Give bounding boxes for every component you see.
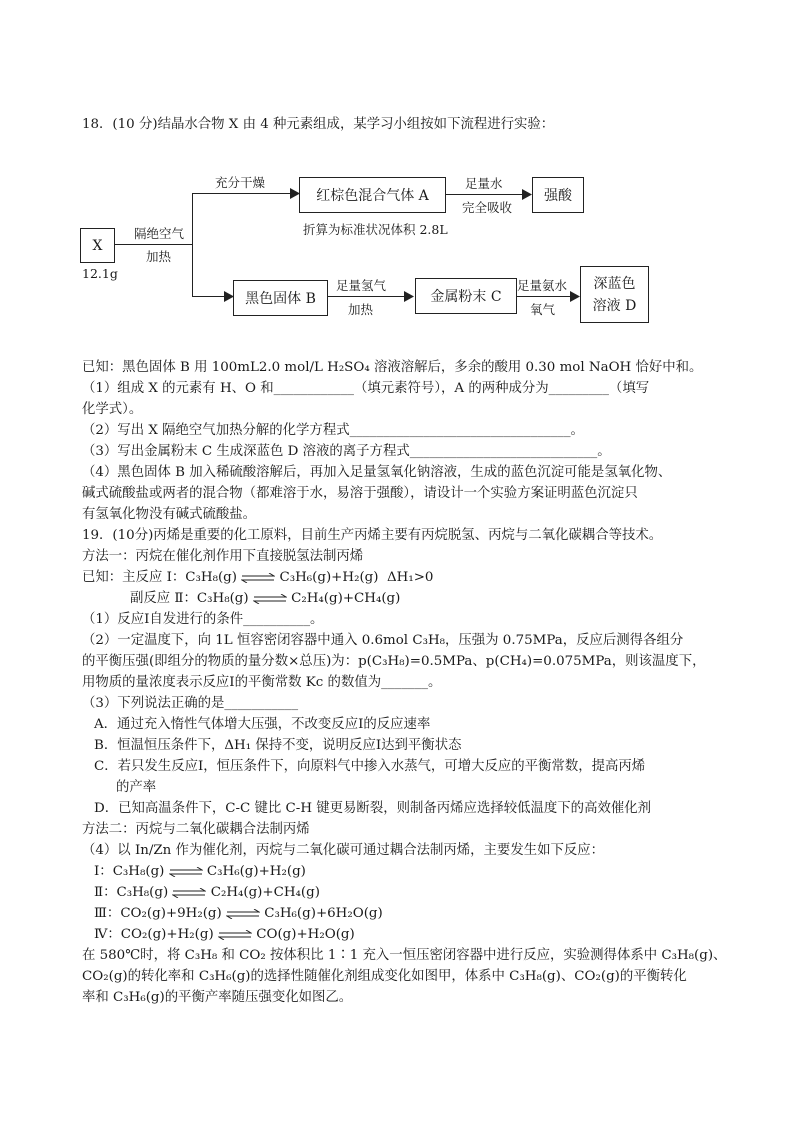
equilibrium-arrow-icon <box>253 594 287 604</box>
q19-part2-line1: （2）一定温度下，向 1L 恒容密闭容器中通入 0.6mol C₃H₈，压强为 0.75MPa，反应后测得各组分 <box>82 633 684 648</box>
q19-part3: （3）下列说法正确的是___________ <box>82 696 299 711</box>
water-label-2: 完全吸收 <box>462 200 513 215</box>
equilibrium-arrow-icon <box>169 867 203 877</box>
option-c-line1: C．若只发生反应Ⅰ，恒压条件下，向原料气中掺入水蒸气，可增大反应的平衡常数，提高丙烯 <box>94 759 646 774</box>
h2-label-2: 加热 <box>348 302 374 317</box>
r1-left: C₃H₈(g) <box>112 864 165 879</box>
q18-part1-line2: 化学式）。 <box>82 402 143 417</box>
connector-x <box>114 244 193 245</box>
equilibrium-arrow-icon <box>241 573 275 583</box>
gas-volume-note: 折算为标准状况体积 2.8L <box>303 222 448 237</box>
solution-d-line-1: 深蓝色 <box>593 275 636 292</box>
cond-left-1: 隔绝空气 <box>134 226 185 241</box>
r2-right: C₂H₄(g)+CH₄(g) <box>210 885 320 900</box>
q18-part3: （3）写出金属粉末 C 生成深蓝色 D 溶液的离子方程式____________________________。 <box>82 444 611 459</box>
box-gas-a: 红棕色混合气体 A <box>299 177 446 213</box>
water-label-1: 足量水 <box>465 176 503 191</box>
side-left: C₃H₈(g) <box>196 591 249 606</box>
box-strong-acid: 强酸 <box>532 177 584 213</box>
nh3-label-1: 足量氨水 <box>517 278 568 293</box>
r1-right: C₃H₆(g)+H₂(g) <box>206 864 306 879</box>
r1-label: Ⅰ： <box>94 864 113 879</box>
h2-label-1: 足量氢气 <box>336 278 387 293</box>
r2-left: C₃H₈(g) <box>116 885 169 900</box>
option-d: D．已知高温条件下，C-C 键比 C-H 键更易断裂，则制备丙烯应选择较低温度下的高效催化剂 <box>94 801 652 816</box>
main-right: C₃H₆(g)+H₂(g) <box>279 570 379 585</box>
option-b: B．恒温恒压条件下，ΔH₁ 保持不变，说明反应Ⅰ达到平衡状态 <box>94 738 462 753</box>
box-metal-c: 金属粉末 C <box>415 278 517 314</box>
q18-part4-line3: 有氢氧化物没有碱式硫酸盐。 <box>82 507 257 522</box>
q19-paragraph-line3: 率和 C₃H₆(g)的平衡产率随压强变化如图乙。 <box>82 990 353 1005</box>
q18-part4-line2: 碱式硫酸盐或两者的混合物（都难溶于水，易溶于强酸），请设计一个实验方案证明蓝色沉淀只 <box>82 486 638 501</box>
q19-side-reaction <box>130 588 400 609</box>
arrow-nh3-line <box>516 296 573 297</box>
q19-part2-line2: 的平衡压强(即组分的物质的量分数×总压)为：p(C₃H₈)=0.5MPa、p(CH₄)=0.075MPa，则该温度下， <box>82 654 706 669</box>
q18-part1-line1: （1）组成 X 的元素有 H、O 和____________（填元素符号），A 的两种成分为_________（填写 <box>82 381 650 396</box>
reaction-3 <box>94 903 383 924</box>
equilibrium-arrow-icon <box>218 930 252 940</box>
q19-method1: 方法一：丙烷在催化剂作用下直接脱氢法制丙烯 <box>82 549 364 564</box>
q19-part4: （4）以 In/Zn 作为催化剂，丙烷与二氧化碳可通过耦合法制丙烯，主要发生如下反应： <box>82 843 605 858</box>
arrow-nh3-head <box>570 291 580 302</box>
q18-title: 18．(10 分)结晶水合物 X 由 4 种元素组成，某学习小组按如下流程进行实验： <box>82 117 555 132</box>
main-dh: ΔH₁>0 <box>386 570 434 585</box>
reaction-4 <box>94 924 355 945</box>
r2-label: Ⅱ： <box>94 885 117 900</box>
r4-left: CO₂(g)+H₂(g) <box>120 927 214 942</box>
arrow-bottom-line <box>192 296 228 297</box>
q18-part2: （2）写出 X 隔绝空气加热分解的化学方程式_________________________________。 <box>82 423 584 438</box>
nh3-label-2: 氧气 <box>530 302 556 317</box>
box-black-solid-b: 黑色固体 B <box>233 280 328 316</box>
q19-method2: 方法二：丙烷与二氧化碳耦合法制丙烯 <box>82 822 310 837</box>
r3-label: Ⅲ： <box>94 906 121 921</box>
arrow-water-line <box>445 194 525 195</box>
r4-right: CO(g)+H₂O(g) <box>256 927 355 942</box>
solution-d-line-2: 溶液 D <box>592 297 637 314</box>
box-solution-d <box>580 266 649 323</box>
x-mass-label: 12.1g <box>82 266 118 281</box>
reaction-2 <box>94 882 320 903</box>
q18-part4-line1: （4）黑色固体 B 加入稀硫酸溶解后，再加入足量氢氧化钠溶液，生成的蓝色沉淀可能是氢氧化物、 <box>82 465 672 480</box>
q18-known: 已知：黑色固体 B 用 100mL2.0 mol/L H₂SO₄ 溶液溶解后，多余的酸用 0.30 mol NaOH 恰好中和。 <box>82 360 703 375</box>
box-x: X <box>80 228 115 263</box>
equilibrium-arrow-icon <box>172 888 206 898</box>
arrow-h2-head <box>404 291 414 302</box>
equilibrium-arrow-icon <box>226 909 260 919</box>
option-a: A．通过充入惰性气体增大压强，不改变反应Ⅰ的反应速率 <box>94 717 431 732</box>
side-right: C₂H₄(g)+CH₄(g) <box>291 591 401 606</box>
cond-top: 充分干燥 <box>215 175 266 190</box>
vertical-branch <box>192 193 193 297</box>
r4-label: Ⅳ： <box>94 927 121 942</box>
q19-paragraph-line2: CO₂(g)的转化率和 C₃H₆(g)的选择性随催化剂组成变化如图甲，体系中 C₃H₈(g)、CO₂(g)的平衡转化 <box>82 969 687 984</box>
q19-paragraph-line1: 在 580℃时，将 C₃H₈ 和 CO₂ 按体积比 1∶1 充入一恒压密闭容器中进行反应，实验测得体系中 C₃H₈(g)、 <box>82 948 727 963</box>
q19-intro: 19．(10分)丙烯是重要的化工原料，目前生产丙烯主要有丙烷脱氢、丙烷与二氧化碳耦合等技术。 <box>82 528 663 543</box>
r3-right: C₃H₆(g)+6H₂O(g) <box>264 906 383 921</box>
main-left: C₃H₈(g) <box>185 570 237 585</box>
q19-main-reaction <box>82 567 433 588</box>
option-c-line2: 的产率 <box>116 780 157 795</box>
q19-part1: （1）反应Ⅰ自发进行的条件__________。 <box>82 612 324 627</box>
arrow-top-line <box>192 193 294 194</box>
side-label: 副反应 Ⅱ： <box>130 591 197 606</box>
q19-part2-line3: 用物质的量浓度表示反应Ⅰ的平衡常数 Kc 的数值为_______。 <box>82 675 442 690</box>
r3-left: CO₂(g)+9H₂(g) <box>120 906 222 921</box>
reaction-1 <box>94 861 306 882</box>
cond-left-2: 加热 <box>146 249 172 264</box>
arrow-water-head <box>522 189 532 200</box>
main-label: 已知：主反应 Ⅰ： <box>82 570 186 585</box>
arrow-h2-line <box>327 296 407 297</box>
